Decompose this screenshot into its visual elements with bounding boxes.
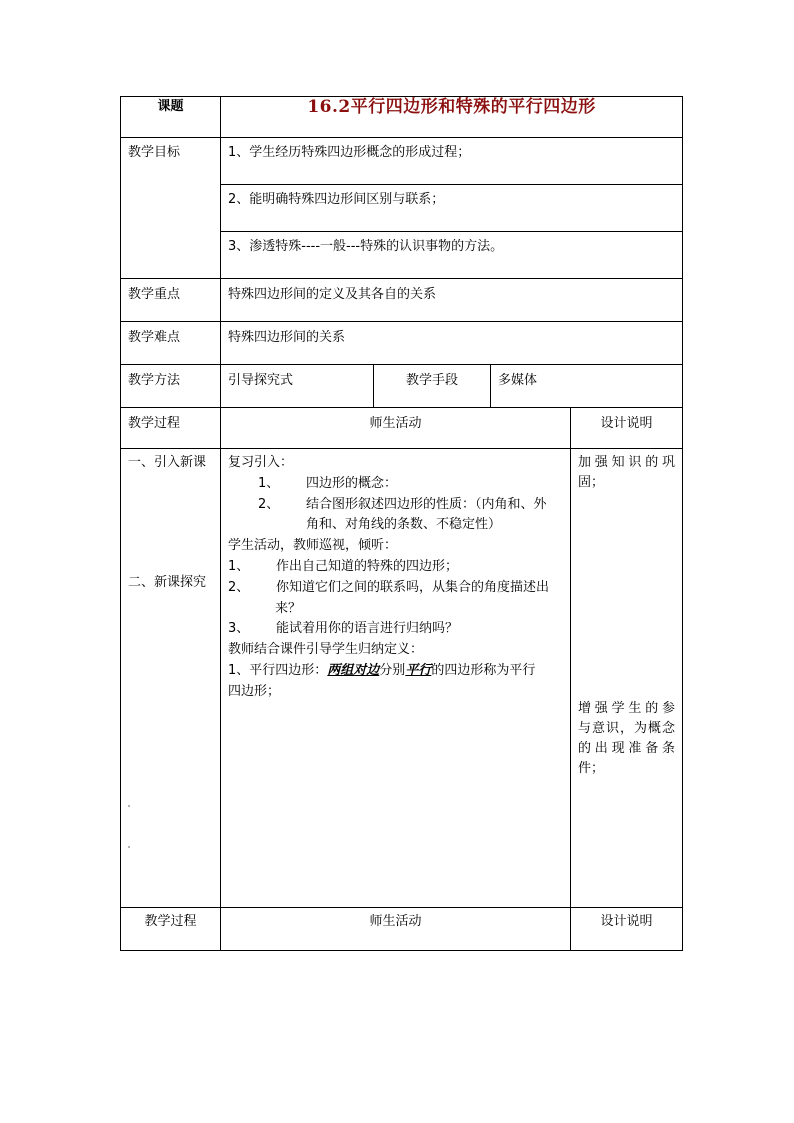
footer-design-header: 设计说明 — [571, 908, 683, 951]
review-item-1: 1、 四边形的概念： — [258, 475, 398, 491]
stage-explore: 二、新课探究 — [128, 575, 207, 590]
definition-line: 1、平行四边形：两组对边分别平行的四边形称为平行 — [228, 662, 536, 678]
footer-header-row — [121, 908, 683, 951]
decorative-dot — [128, 805, 130, 807]
footer-process-label: 教学过程 — [121, 908, 221, 951]
definition-key-1: 两组对边 — [327, 662, 380, 678]
process-header-row — [121, 408, 683, 449]
key-points-row — [121, 279, 683, 322]
design-note-2-line-3: 的出现准备条 — [578, 741, 677, 756]
method-row — [121, 365, 683, 408]
question-2-cont: 来？ — [275, 600, 302, 616]
review-title: 复习引入： — [228, 455, 294, 470]
footer-activity-header: 师生活动 — [221, 908, 571, 951]
design-column — [571, 449, 683, 908]
key-points-text: 特殊四边形间的定义及其各自的关系 — [221, 279, 683, 322]
goals-label: 教学目标 — [121, 138, 221, 279]
difficulty-row — [121, 322, 683, 365]
design-header: 设计说明 — [571, 408, 683, 449]
definition-cont: 四边形； — [228, 683, 281, 699]
question-3: 3、 能试着用你的语言进行归纳吗？ — [228, 621, 459, 637]
goal-row-1 — [121, 138, 683, 185]
stage-intro: 一、引入新课 — [128, 455, 207, 470]
design-note-1-line-1: 加强知识的巩 — [578, 455, 677, 470]
difficulty-text: 特殊四边形间的关系 — [221, 322, 683, 365]
activity-header: 师生活动 — [221, 408, 571, 449]
goal-item-3: 3、渗透特殊----一般---特殊的认识事物的方法。 — [221, 232, 683, 279]
process-body-row — [121, 449, 683, 908]
design-note-2-line-2: 与意识，为概念 — [578, 721, 677, 736]
title-row — [121, 97, 683, 138]
activity-content — [221, 449, 571, 908]
review-item-2: 2、 结合图形叙述四边形的性质：（内角和、外 — [258, 496, 547, 512]
design-note-2-line-4: 件； — [578, 761, 605, 776]
design-note-1-line-2: 固； — [578, 475, 605, 490]
topic-label: 课题 — [121, 97, 221, 138]
design-note-2-line-1: 增强学生的参 — [578, 701, 677, 716]
review-item-2-cont: 角和、对角线的条数、不稳定性） — [306, 517, 502, 533]
process-label: 教学过程 — [121, 408, 221, 449]
teacher-guide: 教师结合课件引导学生归纳定义： — [228, 642, 424, 658]
key-points-label: 教学重点 — [121, 279, 221, 322]
goal-item-2: 2、能明确特殊四边形间区别与联系； — [221, 185, 683, 232]
method-label: 教学方法 — [121, 365, 221, 408]
question-1: 1、 作出自己知道的特殊的四边形； — [228, 558, 459, 574]
means-value: 多媒体 — [491, 365, 683, 408]
decorative-dot — [128, 846, 130, 848]
lesson-plan-table — [120, 96, 683, 951]
question-2: 2、 你知道它们之间的联系吗，从集合的角度描述出 — [228, 579, 550, 595]
definition-key-2: 平行 — [405, 662, 432, 678]
lesson-title: 16.2平行四边形和特殊的平行四边形 — [221, 97, 683, 138]
method-value: 引导探究式 — [221, 365, 374, 408]
difficulty-label: 教学难点 — [121, 322, 221, 365]
means-label: 教学手段 — [374, 365, 491, 408]
student-activity: 学生活动，教师巡视，倾听： — [228, 538, 398, 554]
goal-item-1: 1、学生经历特殊四边形概念的形成过程； — [221, 138, 683, 185]
stage-column — [121, 449, 221, 908]
